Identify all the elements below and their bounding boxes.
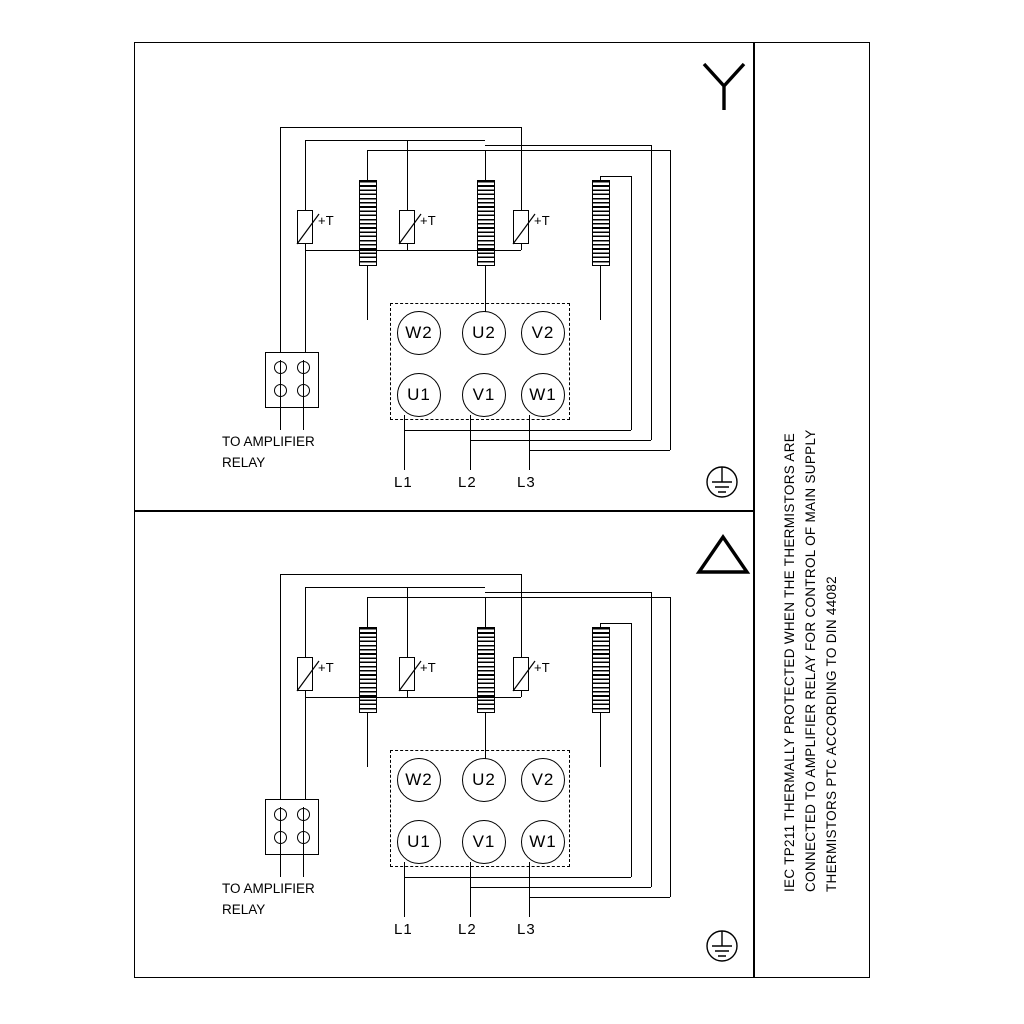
thermistor-bus [407, 140, 408, 210]
phase-wire-l3 [529, 415, 530, 470]
phase-wire-l1 [404, 862, 405, 917]
bus-wire [670, 597, 671, 897]
motor-winding-coil [359, 180, 377, 266]
amplifier-label-line1: TO AMPLIFIER [222, 434, 315, 449]
amplifier-label-line2: RELAY [222, 455, 266, 470]
amplifier-lead [303, 807, 304, 877]
phase-link [404, 430, 631, 431]
side-note-line-3: THERMISTORS PTC ACCORDING TO DIN 44082 [824, 576, 839, 892]
terminal-u2: U2 [462, 758, 506, 802]
coil-lead [485, 597, 486, 628]
amplifier-connector-block [265, 799, 319, 855]
thermistor-bus [305, 250, 521, 251]
bus-wire [600, 623, 632, 624]
motor-winding-coil [592, 627, 610, 713]
thermistor-bus [305, 587, 485, 588]
coil-lead [367, 597, 368, 628]
phase-link [404, 877, 631, 878]
thermistor-bus [305, 697, 521, 698]
thermistor-label: +T [420, 660, 436, 675]
coil-lead [485, 150, 486, 181]
bus-wire [367, 150, 671, 151]
terminal-w1: W1 [521, 820, 565, 864]
terminal-w1: W1 [521, 373, 565, 417]
bus-wire [600, 176, 632, 177]
coil-lead [367, 265, 368, 320]
side-note-line-1: IEC TP211 THERMALLY PROTECTED WHEN THE THERMISTORS ARE [782, 432, 797, 892]
terminal-v2: V2 [521, 311, 565, 355]
phase-label-l2: L2 [458, 921, 477, 938]
thermistor [513, 657, 529, 691]
thermistor-bus [521, 574, 522, 663]
bus-wire [631, 176, 632, 430]
phase-label-l1: L1 [394, 921, 413, 938]
terminal-v1: V1 [462, 373, 506, 417]
earth-ground-symbol [700, 460, 744, 504]
phase-wire-l2 [470, 415, 471, 470]
side-note-line-2: CONNECTED TO AMPLIFIER RELAY FOR CONTROL OF MAIN SUPPLY [803, 429, 818, 892]
bus-wire [485, 592, 652, 593]
phase-label-l3: L3 [517, 474, 536, 491]
motor-winding-coil [477, 180, 495, 266]
thermistor-bus [521, 127, 522, 216]
thermistor-bus [305, 140, 485, 141]
thermistor-bus [280, 127, 522, 128]
thermistor [513, 210, 529, 244]
delta-triangle-symbol [695, 533, 751, 575]
amplifier-lead [280, 360, 281, 430]
phase-label-l1: L1 [394, 474, 413, 491]
bus-wire [485, 145, 652, 146]
bus-wire [670, 150, 671, 450]
frame-column-divider [753, 42, 755, 978]
thermistor [297, 657, 313, 691]
phase-link [470, 887, 651, 888]
thermistor-bus [305, 587, 306, 657]
phase-wire-l3 [529, 862, 530, 917]
thermistor [297, 210, 313, 244]
motor-winding-coil [359, 627, 377, 713]
motor-winding-coil [592, 180, 610, 266]
phase-label-l2: L2 [458, 474, 477, 491]
terminal-u1: U1 [397, 820, 441, 864]
phase-link [529, 450, 670, 451]
coil-lead [367, 712, 368, 767]
bus-wire [367, 597, 671, 598]
thermistor-bus [305, 140, 306, 210]
thermistor-bus [280, 127, 281, 360]
thermistor-bus [280, 574, 281, 807]
phase-label-l3: L3 [517, 921, 536, 938]
thermistor-bus [407, 244, 408, 250]
amplifier-connector-block [265, 352, 319, 408]
thermistor-bus [521, 244, 522, 250]
bus-wire [651, 592, 652, 887]
star-wye-symbol [698, 60, 750, 112]
thermistor-label: +T [534, 660, 550, 675]
thermistor-bus [305, 691, 306, 807]
coil-lead [367, 150, 368, 181]
bus-wire [631, 623, 632, 877]
phase-link [470, 440, 651, 441]
terminal-u1: U1 [397, 373, 441, 417]
thermistor-label: +T [534, 213, 550, 228]
bus-wire [651, 145, 652, 440]
frame-row-divider [134, 510, 753, 512]
thermistor-label: +T [420, 213, 436, 228]
thermistor-bus [280, 574, 522, 575]
amplifier-label-line1: TO AMPLIFIER [222, 881, 315, 896]
thermistor-label: +T [318, 213, 334, 228]
coil-lead [600, 712, 601, 767]
thermistor-bus [305, 244, 306, 360]
phase-link [529, 897, 670, 898]
thermistor [399, 657, 415, 691]
phase-wire-l1 [404, 415, 405, 470]
terminal-v1: V1 [462, 820, 506, 864]
thermistor-bus [521, 691, 522, 697]
thermistor-bus [407, 587, 408, 657]
earth-ground-symbol [700, 924, 744, 968]
thermistor [399, 210, 415, 244]
terminal-w2: W2 [397, 758, 441, 802]
phase-wire-l2 [470, 862, 471, 917]
coil-lead [600, 265, 601, 320]
motor-winding-coil [477, 627, 495, 713]
amplifier-label-line2: RELAY [222, 902, 266, 917]
thermistor-label: +T [318, 660, 334, 675]
amplifier-lead [303, 360, 304, 430]
terminal-w2: W2 [397, 311, 441, 355]
terminal-u2: U2 [462, 311, 506, 355]
terminal-v2: V2 [521, 758, 565, 802]
amplifier-lead [280, 807, 281, 877]
thermistor-bus [407, 691, 408, 697]
